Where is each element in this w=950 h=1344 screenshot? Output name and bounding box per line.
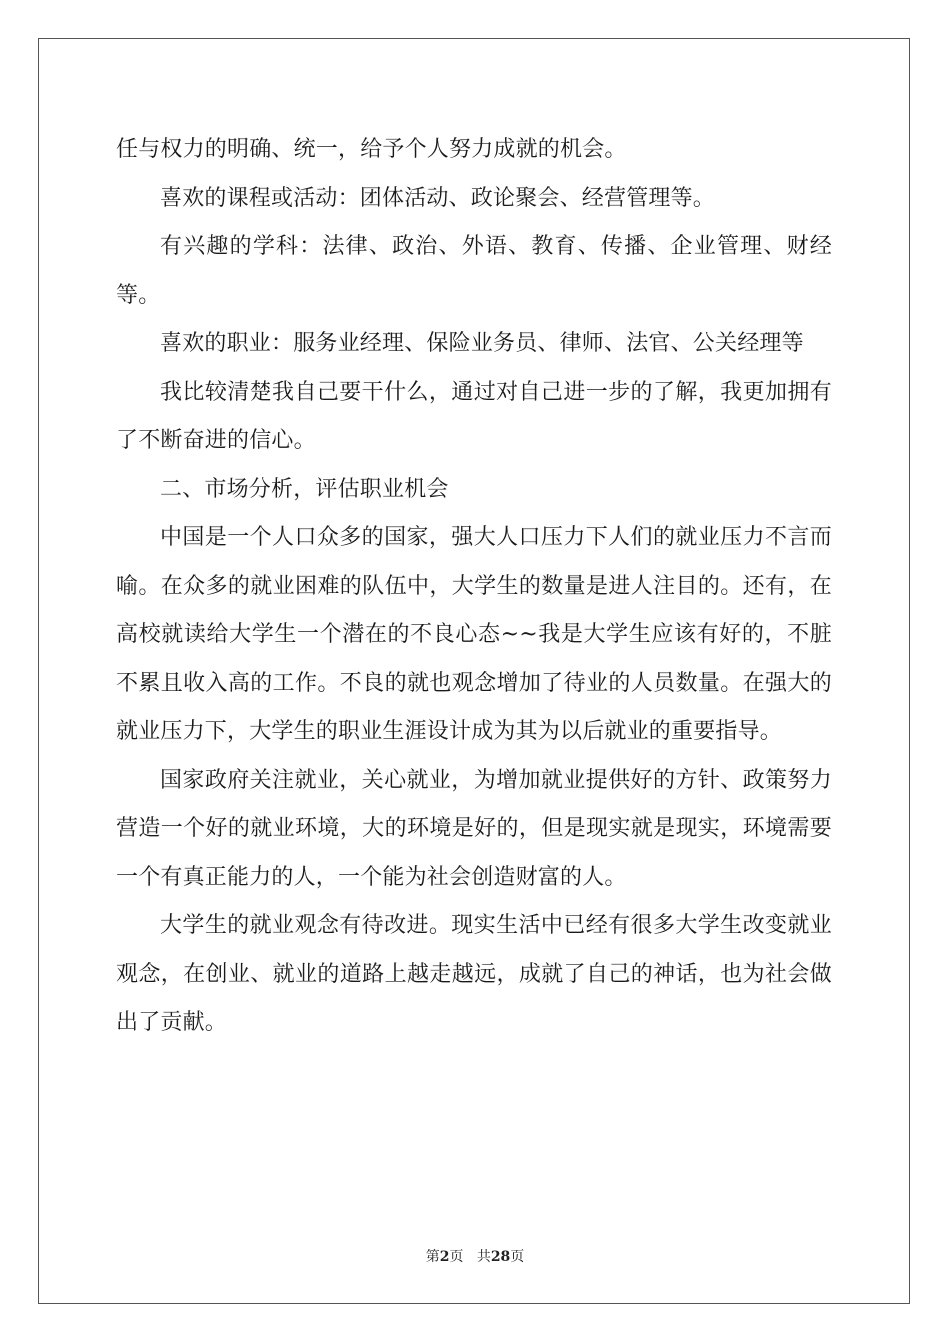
section-heading: 二、市场分析，评估职业机会 <box>160 476 449 502</box>
paragraph-5: 我比较清楚我自己要干什么，通过对自己进一步的了解，我更加拥有了不断奋进的信心。 <box>116 379 832 453</box>
footer-page-number: 2 <box>439 1249 450 1265</box>
paragraph-3: 有兴趣的学科：法律、政治、外语、教育、传播、企业管理、财经等。 <box>116 234 832 308</box>
paragraph-1: 任与权力的明确、统一，给予个人努力成就的机会。 <box>116 137 627 162</box>
document-body <box>116 126 832 1048</box>
footer-total-prefix: 共 <box>476 1249 491 1265</box>
footer-total-pages: 28 <box>490 1249 511 1265</box>
page-footer <box>0 1246 950 1266</box>
paragraph-8: 国家政府关注就业，关心就业，为增加就业提供好的方针、政策努力营造一个好的就业环境，大的环境是好的，但是现实就是现实，环境需要一个有真正能力的人，一个能为社会创造财富的人。 <box>116 767 832 890</box>
paragraph-4: 喜欢的职业：服务业经理、保险业务员、律师、法官、公关经理等 <box>160 331 804 356</box>
footer-page-suffix: 页 <box>449 1249 464 1265</box>
footer-prefix: 第 <box>425 1249 440 1265</box>
footer-total-suffix: 页 <box>510 1249 525 1265</box>
paragraph-9: 大学生的就业观念有待改进。现实生活中已经有很多大学生改变就业观念，在创业、就业的道路上越走越远，成就了自己的神话，也为社会做出了贡献。 <box>116 913 832 1035</box>
paragraph-2: 喜欢的课程或活动：团体活动、政论聚会、经营管理等。 <box>160 185 716 211</box>
paragraph-7: 中国是一个人口众多的国家，强大人口压力下人们的就业压力不言而喻。在众多的就业困难的队伍中，大学生的数量是进人注目的。还有，在高校就读给大学生一个潜在的不良心态~~我是大学生应该有好的，不脏不累且收入高的工作。不良的就也观念增加了待业的人员数量。在强大的就业压力下，大学生的职业生涯设计成为其为以后就业的重要指导。 <box>116 525 832 744</box>
